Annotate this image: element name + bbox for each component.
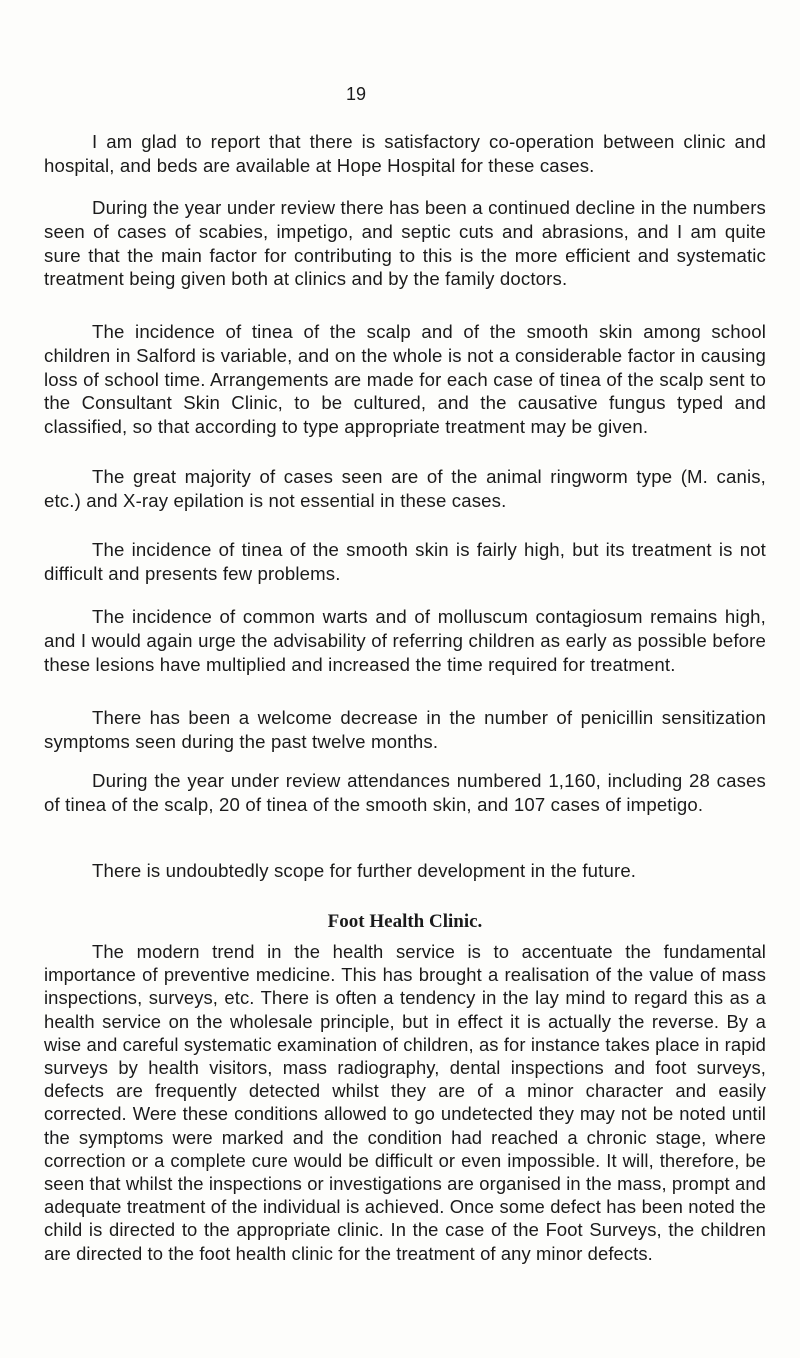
section-heading-foot-health-clinic: Foot Health Clinic. xyxy=(327,911,483,932)
paragraph-hospital-cooperation: I am glad to report that there is satisfactory co-operation between clinic and hospital, and beds are available at Hope Hospital for these cases. xyxy=(44,131,766,176)
paragraph-foot-health: The modern trend in the health service is to accentuate the fundamental importance of preventive medicine. This has brought a realisation of the value of mass inspections, surveys, etc. There is often a tendency in the lay mind to regard this as a health service on the wholesale principle, but in effect it is actually the reverse. By a wise and careful systematic examination of children, as for instance takes place in rapid surveys by health visitors, mass radiography, dental inspections and foot surveys, defects are frequently detected whilst they are of a minor character and easily corrected. Were these conditions allowed to go undetected they may not be noted until the symptoms were marked and the condition had reached a chronic stage, where correction or a complete cure would be difficult or even impossible. It will, therefore, be seen that whilst the inspections or investigations are organised in the mass, prompt and adequate treatment of the individual is achieved. Once some defect has been noted the child is directed to the appropriate clinic. In the case of the Foot Surveys, the children are directed to the foot health clinic for the treatment of any minor defects. xyxy=(44,941,766,1264)
paragraph-penicillin: There has been a welcome decrease in the number of penicillin sensitization symptoms seen during the past twelve months. xyxy=(44,707,766,752)
paragraph-tinea-scalp: The incidence of tinea of the scalp and of the smooth skin among school children in Salford is variable, and on the whole is not a considerable factor in causing loss of school time. Arrangements are made for each case of tinea of the scalp sent to the Consultant Skin Clinic, to be cultured, and the causative fungus typed and classified, so that according to type appropriate treatment may be given. xyxy=(44,321,766,438)
paragraph-future-scope: There is undoubtedly scope for further development in the future. xyxy=(92,860,637,881)
paragraph-smooth-skin: The incidence of tinea of the smooth skin is fairly high, but its treatment is not difficult and presents few problems. xyxy=(44,539,766,584)
paragraph-ringworm: The great majority of cases seen are of the animal ringworm type (M. canis, etc.) and X-ray epilation is not essential in these cases. xyxy=(44,466,766,511)
paragraph-attendances: During the year under review attendances numbered 1,160, including 28 cases of tinea of the scalp, 20 of tinea of the smooth skin, and 107 cases of impetigo. xyxy=(44,770,766,815)
page-number: 19 xyxy=(345,84,367,104)
paragraph-scabies-decline: During the year under review there has been a continued decline in the numbers seen of cases of scabies, impetigo, and septic cuts and abrasions, and I am quite sure that the main factor for contributing to this is the more efficient and systematic treatment being given both at clinics and by the family doctors. xyxy=(44,197,766,290)
paragraph-warts: The incidence of common warts and of molluscum contagiosum remains high, and I would again urge the advisability of referring children as early as possible before these lesions have multiplied and increased the time required for treatment. xyxy=(44,606,766,675)
